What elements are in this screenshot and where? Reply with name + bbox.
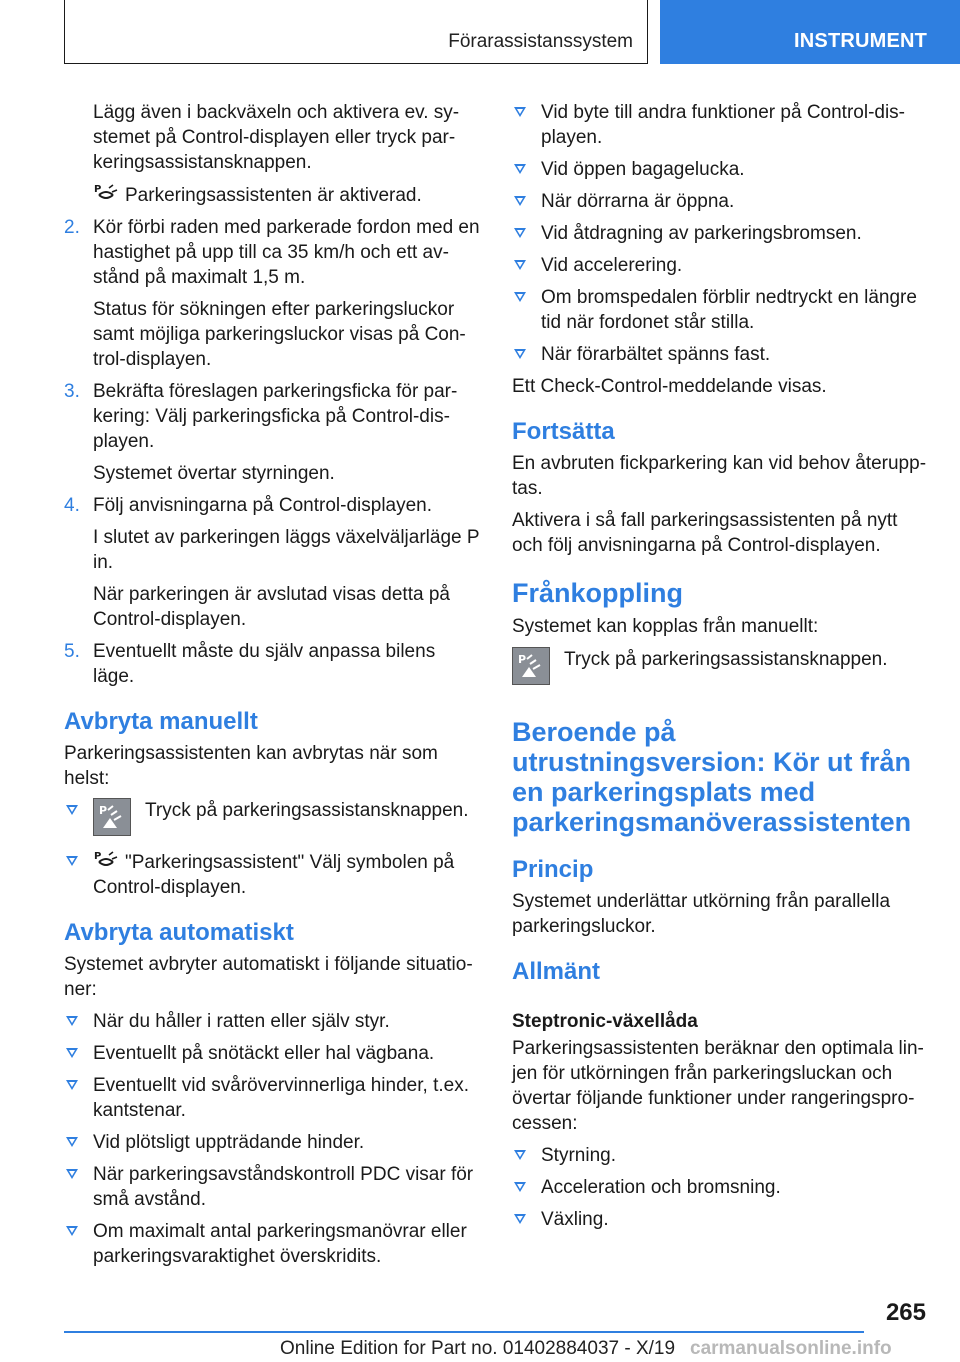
intro-paragraph: Lägg även i backväxeln och aktivera ev. sy-stemet på Control-displayen eller tryck par-keringsassistansknappen.	[93, 102, 460, 173]
steptronic-bullet-text: Acceleration och bromsning.	[541, 1177, 781, 1198]
manual-bullet-symbol	[64, 849, 480, 900]
footer-divider	[64, 1331, 864, 1333]
parking-assistant-icon	[93, 182, 119, 204]
auto-bullet	[64, 1041, 480, 1066]
svg-text:P: P	[518, 653, 527, 666]
bullet-triangle-icon	[66, 1169, 78, 1179]
bullet-triangle-icon	[66, 1048, 78, 1058]
heading-cancel-auto: Avbryta automatiskt	[64, 919, 294, 946]
page-number: 265	[885, 1299, 926, 1326]
heading-principle: Princip	[512, 856, 594, 883]
step-item	[64, 639, 480, 689]
heading-deactivation: Frånkoppling	[512, 578, 683, 608]
heading-equipment: Beroende på utrustningsversion: Kör ut från en parkeringsplats med parkeringsmanöverassistenten	[512, 717, 912, 837]
step-item	[64, 215, 480, 372]
footer-edition: Online Edition for Part no. 01402884037 - X/19	[280, 1338, 676, 1359]
steptronic-bullet	[512, 1207, 932, 1232]
cancel-bullet-text: När dörrarna är öppna.	[541, 191, 735, 212]
steptronic-text: Parkeringsassistenten beräknar den optimala lin-jen för utkörningen från parkeringsluckan och övertar följande funktioner under rangeringspro-cessen:	[512, 1038, 924, 1134]
step-number: 3.	[64, 381, 80, 402]
svg-text:P: P	[94, 851, 102, 862]
cancel-bullet	[512, 100, 932, 150]
continue-text-1: En avbruten fickparkering kan vid behov återupp-tas.	[512, 453, 927, 499]
heading-cancel-manual: Avbryta manuellt	[64, 708, 258, 735]
step-text: Kör förbi raden med parkerade fordon med en hastighet på upp till ca 35 km/h och ett av-stånd på maximalt 1,5 m.	[93, 217, 480, 288]
auto-text: Systemet avbryter automatiskt i följande situatio-ner:	[64, 954, 473, 1000]
bullet-triangle-icon	[514, 1214, 526, 1224]
bullet-triangle-icon	[514, 292, 526, 302]
auto-bullet-text: Eventuellt vid svårövervinnerliga hinder, t.ex. kantstenar.	[93, 1075, 469, 1121]
bullet-triangle-icon	[514, 196, 526, 206]
cancel-bullet	[512, 253, 932, 278]
auto-bullet-text: Om maximalt antal parkeringsmanövrar eller parkeringsvaraktighet överskridits.	[93, 1221, 467, 1267]
step-text: Bekräfta föreslagen parkeringsficka för par-kering: Välj parkeringsficka på Control-dis-playen.	[93, 381, 458, 452]
header-box	[64, 0, 648, 64]
cancel-bullet	[512, 285, 932, 335]
bullet-triangle-icon	[514, 1150, 526, 1160]
steptronic-bullet-text: Växling.	[541, 1209, 609, 1230]
deactivation-button-row	[512, 647, 932, 691]
bullet-triangle-icon	[66, 1137, 78, 1147]
step-item	[64, 379, 480, 486]
auto-bullet-text: Vid plötsligt uppträdande hinder.	[93, 1132, 365, 1153]
bullet-triangle-icon	[514, 164, 526, 174]
cancel-bullet-text: När förarbältet spänns fast.	[541, 344, 771, 365]
manual-bullet-1-text: Tryck på parkeringsassistansknappen.	[145, 800, 469, 821]
bullet-triangle-icon	[514, 107, 526, 117]
principle-text: Systemet underlättar utkörning från parallella parkeringsluckor.	[512, 891, 891, 937]
auto-bullet-text: Eventuellt på snötäckt eller hal vägbana.	[93, 1043, 435, 1064]
auto-bullet-text: När du håller i ratten eller själv styr.	[93, 1011, 390, 1032]
bullet-triangle-icon	[514, 260, 526, 270]
left-column	[64, 100, 480, 1269]
bullet-triangle-icon	[66, 856, 78, 866]
step-number: 4.	[64, 495, 80, 516]
heading-steptronic: Steptronic-växellåda	[512, 1011, 698, 1032]
cancel-bullet	[512, 157, 932, 182]
cancel-bullet	[512, 342, 932, 367]
intro-status-text: Parkeringsassistenten är aktiverad.	[125, 185, 422, 206]
steptronic-bullet	[512, 1175, 932, 1200]
auto-bullet	[64, 1009, 480, 1034]
parking-assist-button-icon[interactable]	[93, 798, 131, 836]
auto-bullet	[64, 1073, 480, 1123]
steps-list	[64, 215, 480, 689]
watermark: carmanualsonline.info	[690, 1338, 892, 1359]
auto-bullet	[64, 1219, 480, 1269]
svg-text:P: P	[99, 804, 108, 817]
bullet-triangle-icon	[514, 1182, 526, 1192]
heading-continue: Fortsätta	[512, 418, 615, 445]
cancel-bullet-text: Vid öppen bagagelucka.	[541, 159, 745, 180]
bullet-triangle-icon	[514, 228, 526, 238]
steptronic-bullet	[512, 1143, 932, 1168]
parking-assist-button-icon[interactable]	[512, 647, 550, 685]
parking-assistant-icon	[93, 849, 119, 871]
cancel-bullet	[512, 221, 932, 246]
cancel-bullets-continued	[512, 100, 932, 367]
auto-bullet	[64, 1130, 480, 1155]
continue-text-2: Aktivera i så fall parkeringsassistenten på nytt och följ anvisningarna på Control-displayen.	[512, 510, 898, 556]
step-number: 2.	[64, 217, 80, 238]
cancel-bullet-text: Vid byte till andra funktioner på Control-dis-playen.	[541, 102, 906, 148]
step-subtext: Status för sökningen efter parkeringsluckor samt möjliga parkeringsluckor visas på Con-trol-displayen.	[93, 299, 466, 370]
deactivation-text: Systemet kan kopplas från manuellt:	[512, 616, 819, 637]
auto-bullets-list	[64, 1009, 480, 1269]
step-text: Eventuellt måste du själv anpassa bilens läge.	[93, 641, 436, 687]
deactivation-button-text: Tryck på parkeringsassistansknappen.	[564, 649, 888, 670]
bullet-triangle-icon	[66, 1226, 78, 1236]
step-subtext: I slutet av parkeringen läggs växelväljarläge P in.	[93, 527, 480, 573]
step-subtext: Systemet övertar styrningen.	[93, 463, 335, 484]
cancel-bullet-text: Vid åtdragning av parkeringsbromsen.	[541, 223, 862, 244]
bullet-triangle-icon	[66, 1016, 78, 1026]
manual-text: Parkeringsassistenten kan avbrytas när som helst:	[64, 743, 438, 789]
steptronic-bullet-text: Styrning.	[541, 1145, 616, 1166]
bullet-triangle-icon	[66, 1080, 78, 1090]
manual-bullet-button	[64, 798, 480, 842]
cancel-bullet-text: Om bromspedalen förblir nedtryckt en längre tid när fordonet står stilla.	[541, 287, 917, 333]
heading-general: Allmänt	[512, 958, 601, 985]
check-control-text: Ett Check-Control-meddelande visas.	[512, 376, 827, 397]
auto-bullet	[64, 1162, 480, 1212]
steptronic-bullets	[512, 1143, 932, 1232]
section-title: Förarassistanssystem	[448, 31, 633, 52]
bullet-triangle-icon	[514, 349, 526, 359]
auto-bullet-text: När parkeringsavståndskontroll PDC visar för små avstånd.	[93, 1164, 474, 1210]
cancel-bullet-text: Vid accelerering.	[541, 255, 683, 276]
intro-status	[64, 182, 480, 208]
cancel-bullet	[512, 189, 932, 214]
step-item	[64, 493, 480, 632]
manual-bullet-2-text: "Parkeringsassistent" Välj symbolen på Control-displayen.	[93, 852, 455, 898]
bullet-triangle-icon	[66, 805, 78, 815]
right-column	[512, 100, 932, 1232]
svg-text:P: P	[94, 184, 102, 195]
chapter-tab[interactable]: INSTRUMENT	[660, 0, 960, 64]
step-subtext: När parkeringen är avslutad visas detta på Control-displayen.	[93, 584, 450, 630]
step-text: Följ anvisningarna på Control-displayen.	[93, 495, 433, 516]
step-number: 5.	[64, 641, 80, 662]
